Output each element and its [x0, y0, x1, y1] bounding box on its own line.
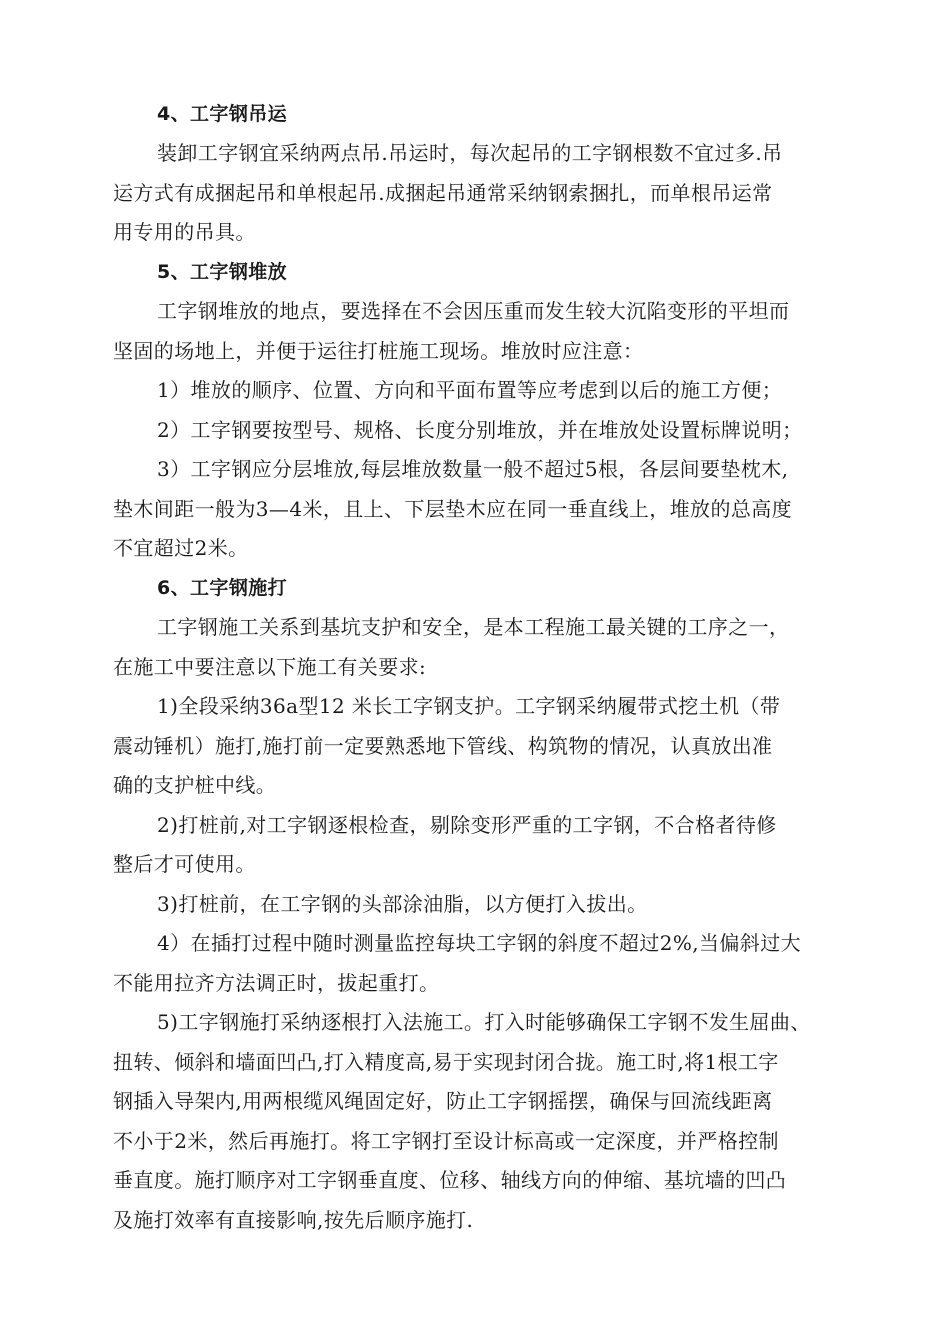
list-item: 1)全段采纳36a型12 米长工字钢支护。工字钢采纳履带式挖土机（带	[157, 694, 781, 718]
paragraph-line: 不能用拉齐方法调正时，拔起重打。	[113, 971, 440, 995]
list-item: 3）工字钢应分层堆放,每层堆放数量一般不超过5根，各层间要垫枕木,	[157, 457, 789, 481]
paragraph-line: 坚固的场地上，并便于运往打桩施工现场。堆放时应注意：	[113, 339, 644, 363]
list-item: 2）工字钢要按型号、规格、长度分别堆放，并在堆放处设置标牌说明；	[157, 418, 803, 442]
paragraph-line: 确的支护桩中线。	[113, 773, 277, 797]
list-item: 3)打桩前，在工字钢的头部涂油脂，以方便打入拔出。	[157, 892, 648, 916]
section-heading-6: 6、工字钢施打	[157, 577, 288, 599]
paragraph-line: 装卸工字钢宜采纳两点吊.吊运时，每次起吊的工字钢根数不宜过多.吊	[157, 141, 783, 165]
paragraph-line: 用专用的吊具。	[113, 220, 256, 244]
section-heading-4: 4、工字钢吊运	[157, 103, 288, 125]
paragraph-line: 工字钢施工关系到基坑支护和安全，是本工程施工最关键的工序之一，	[157, 615, 790, 639]
section-heading-5: 5、工字钢堆放	[157, 261, 288, 283]
paragraph-line: 钢插入导架内,用两根缆风绳固定好，防止工字钢摇摆，确保与回流线距离	[113, 1089, 773, 1113]
paragraph-line: 震动锤机）施打,施打前一定要熟悉地下管线、构筑物的情况，认真放出准	[113, 734, 773, 758]
list-item: 4）在插打过程中随时测量监控每块工字钢的斜度不超过2%,当偏斜过大	[157, 931, 802, 955]
paragraph-line: 整后才可使用。	[113, 852, 256, 876]
paragraph-line: 及施打效率有直接影响,按先后顺序施打.	[113, 1208, 474, 1232]
paragraph-line: 不小于2米，然后再施打。将工字钢打至设计标高或一定深度，并严格控制	[113, 1129, 779, 1153]
paragraph-line: 运方式有成捆起吊和单根起吊.成捆起吊通常采纳钢索捆扎，而单根吊运常	[113, 181, 773, 205]
list-item: 1）堆放的顺序、位置、方向和平面布置等应考虑到以后的施工方便；	[157, 378, 783, 402]
paragraph-line: 垫木间距一般为3—4米，且上、下层垫木应在同一垂直线上，堆放的总高度	[113, 497, 793, 521]
paragraph-line: 垂直度。施打顺序对工字钢垂直度、位移、轴线方向的伸缩、基坑墙的凹凸	[113, 1168, 787, 1192]
paragraph-line: 在施工中要注意以下施工有关要求:	[113, 655, 427, 679]
paragraph-line: 工字钢堆放的地点，要选择在不会因压重而发生较大沉陷变形的平坦而	[157, 299, 790, 323]
list-item: 2)打桩前,对工字钢逐根检查，剔除变形严重的工字钢，不合格者待修	[157, 813, 777, 837]
list-item: 5)工字钢施打采纳逐根打入法施工。打入时能够确保工字钢不发生屈曲、	[157, 1010, 811, 1034]
paragraph-line: 不宜超过2米。	[113, 536, 249, 560]
paragraph-line: 扭转、倾斜和墙面凹凸,打入精度高,易于实现封闭合拢。施工时,将1根工字	[113, 1050, 779, 1074]
